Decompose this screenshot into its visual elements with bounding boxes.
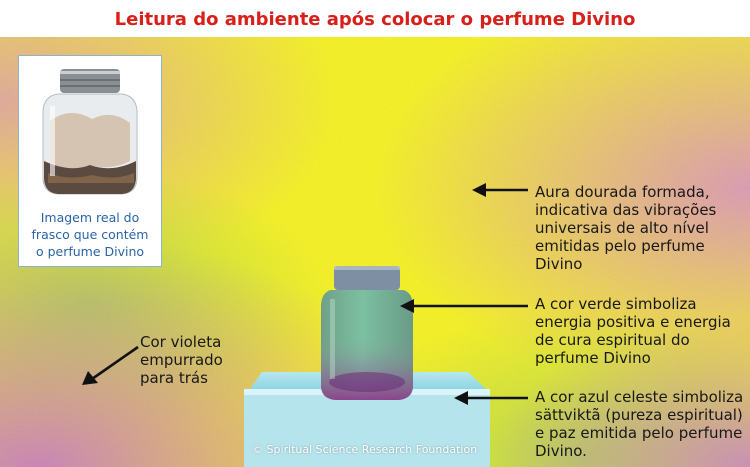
label-line: perfume Divino (535, 349, 651, 367)
copyright-notice: © Spiritual Science Research Foundation (252, 443, 478, 456)
label-line: Divino (535, 255, 583, 273)
arrow-to-green (398, 295, 530, 317)
label-line: empurrado (140, 351, 223, 369)
label-line: para trás (140, 369, 208, 387)
label-golden-aura (535, 183, 716, 273)
inset-caption-line: o perfume Divino (35, 244, 145, 259)
label-line: Divino. (535, 442, 587, 460)
label-violet-pushed (140, 333, 223, 387)
inset-caption-line: Imagem real do (40, 210, 140, 225)
label-line: A cor azul celeste simboliza (535, 388, 744, 406)
arrow-to-aura (470, 179, 530, 201)
real-jar-photo (30, 61, 150, 201)
arrow-violet-back (78, 343, 142, 389)
label-line: e paz emitida pelo perfume (535, 424, 743, 442)
perfume-jar-aura (321, 266, 413, 400)
label-line: indicativa das vibrações (535, 201, 717, 219)
label-blue-sattvikta (535, 388, 743, 460)
figure-title: Leitura do ambiente após colocar o perfume Divino (114, 9, 636, 30)
label-green-energy (535, 295, 731, 367)
arrow-to-blue (452, 387, 530, 409)
inset-photo-card (18, 55, 162, 267)
label-line: universais de alto nível (535, 219, 709, 237)
label-line: Cor violeta (140, 333, 222, 351)
label-line: emitidas pelo perfume (535, 237, 705, 255)
label-line: Aura dourada formada, (535, 183, 710, 201)
inset-caption-line: frasco que contém (31, 227, 149, 242)
label-line: A cor verde simboliza (535, 295, 697, 313)
inset-caption (19, 209, 161, 260)
label-line: de cura espiritual do (535, 331, 690, 349)
label-line: energia positiva e energia (535, 313, 731, 331)
title-bar (0, 0, 750, 37)
label-line: sättviktã (pureza espiritual) (535, 406, 743, 424)
